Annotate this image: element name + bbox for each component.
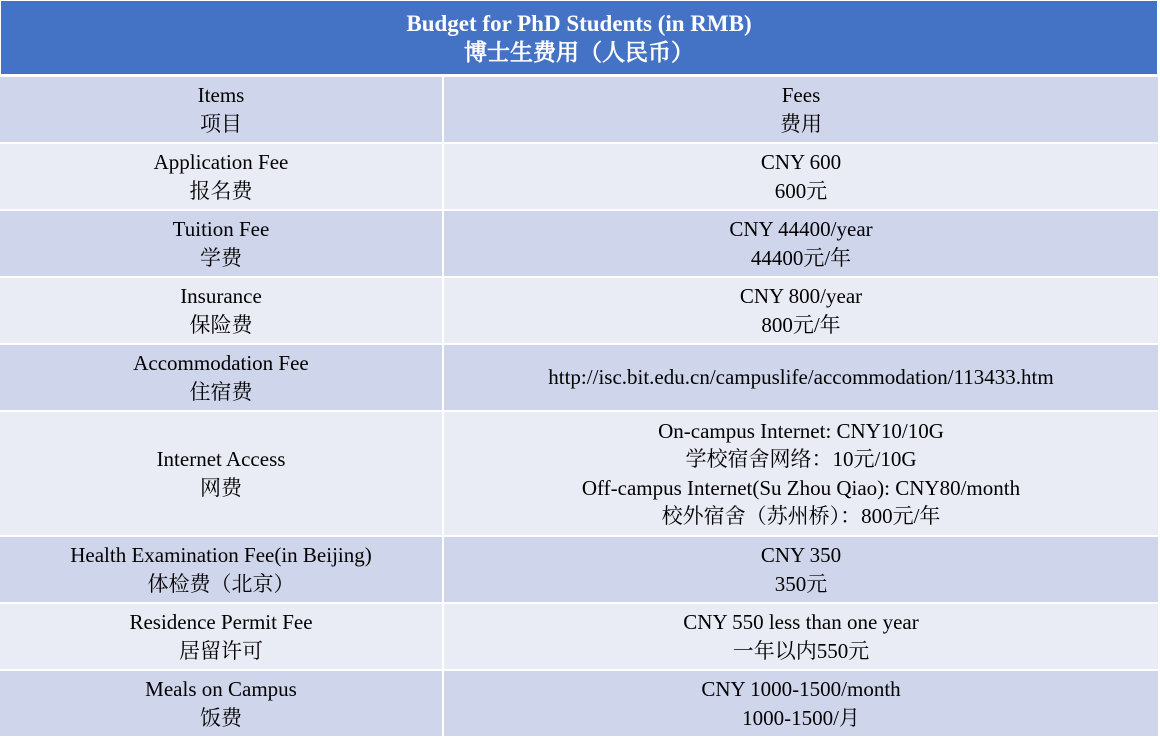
- table-row: [0, 535, 1158, 602]
- item-cell: [0, 345, 444, 410]
- table-row: [0, 602, 1158, 669]
- fee-cell: [444, 604, 1158, 669]
- item-en: Accommodation Fee: [133, 351, 309, 375]
- fee-line: 学校宿舍网络：10元/10G: [685, 447, 917, 471]
- fee-en: CNY 44400/year: [729, 217, 873, 241]
- fee-zh: 一年以内550元: [732, 638, 870, 663]
- fee-zh: 600元: [774, 178, 828, 203]
- fee-zh: 350元: [774, 571, 828, 596]
- item-en: Tuition Fee: [172, 217, 270, 241]
- item-en: Residence Permit Fee: [129, 610, 313, 634]
- item-zh: 住宿费: [189, 379, 253, 404]
- item-en: Health Examination Fee(in Beijing): [70, 543, 372, 567]
- table-title-zh: 博士生费用（人民币）: [464, 39, 694, 65]
- table-row: [0, 343, 1158, 410]
- item-cell: [0, 144, 444, 209]
- item-zh: 保险费: [189, 312, 253, 337]
- item-en: Internet Access: [156, 447, 286, 471]
- item-en: Meals on Campus: [145, 677, 297, 701]
- fee-line: 校外宿舍（苏州桥）：800元/年: [661, 504, 941, 528]
- fee-zh: 1000-1500/月: [742, 705, 860, 730]
- table-title: [0, 0, 1158, 75]
- fee-en: CNY 550 less than one year: [683, 610, 919, 634]
- header-items: [0, 77, 444, 142]
- table-row: [0, 669, 1158, 736]
- item-cell: [0, 412, 444, 535]
- fee-zh: 800元/年: [761, 312, 841, 337]
- fee-cell: [444, 537, 1158, 602]
- item-zh: 学费: [200, 245, 242, 270]
- fee-cell: [444, 412, 1158, 535]
- item-zh: 网费: [200, 475, 242, 500]
- item-cell: [0, 278, 444, 343]
- fee-en: CNY 350: [760, 543, 842, 567]
- table-row: [0, 410, 1158, 535]
- header-items-en: Items: [197, 83, 245, 107]
- table-row: [0, 142, 1158, 209]
- fee-en: CNY 1000-1500/month: [701, 677, 901, 701]
- header-fees-en: Fees: [781, 83, 821, 107]
- table-row: [0, 276, 1158, 343]
- table-header-row: [0, 75, 1158, 142]
- header-fees-zh: 费用: [780, 111, 822, 136]
- item-cell: [0, 604, 444, 669]
- fee-cell: [444, 278, 1158, 343]
- fee-cell: [444, 671, 1158, 736]
- fee-cell: [444, 345, 1158, 410]
- item-cell: [0, 537, 444, 602]
- header-fees: [444, 77, 1158, 142]
- fee-cell: [444, 144, 1158, 209]
- accommodation-link[interactable]: http://isc.bit.edu.cn/campuslife/accommodation/113433.htm: [548, 365, 1054, 390]
- fee-line: On-campus Internet: CNY10/10G: [658, 418, 944, 443]
- fee-zh: 44400元/年: [750, 245, 852, 270]
- fee-en: CNY 800/year: [739, 284, 863, 308]
- item-en: Application Fee: [153, 150, 289, 174]
- item-zh: 报名费: [189, 178, 253, 203]
- item-zh: 居留许可: [179, 638, 263, 663]
- item-zh: 体检费（北京）: [147, 571, 295, 596]
- fee-cell: [444, 211, 1158, 276]
- table-row: [0, 209, 1158, 276]
- fee-en: CNY 600: [760, 150, 842, 174]
- item-cell: [0, 671, 444, 736]
- item-zh: 饭费: [200, 705, 242, 730]
- fee-line: Off-campus Internet(Su Zhou Qiao): CNY80/month: [581, 475, 1021, 500]
- header-items-zh: 项目: [200, 111, 242, 136]
- item-cell: [0, 211, 444, 276]
- table-title-en: Budget for PhD Students (in RMB): [406, 10, 752, 36]
- item-en: Insurance: [180, 284, 262, 308]
